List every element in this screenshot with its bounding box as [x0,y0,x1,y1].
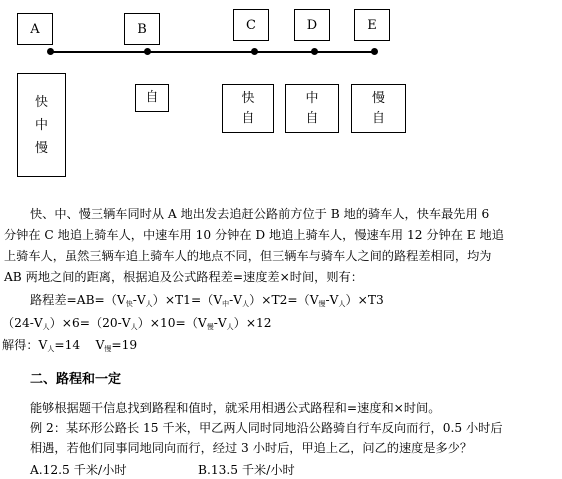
equation-line2: $(24-V_人)\times 6=(20-V_人)\times 10=(V_慢-V_人)\times 12$ [2,316,272,331]
point-e-label: E [354,9,390,41]
vehicles-box [17,73,66,177]
para1-line2: 分钟在 C 地追上骑车人，中速车用 10 分钟在 D 地追上骑车人，慢速车用 12 分钟在 E 地追 [4,228,504,242]
slow-meets-cyclist-box: 慢 自 [351,84,406,133]
point-c-dot [251,48,258,55]
point-a-dot [47,48,54,55]
road-line [50,51,374,53]
point-d-dot [311,48,318,55]
vehicle-medium: 中 [34,117,48,133]
section-title: 二、路程和一定 [30,372,122,387]
fast-meets-cyclist-box: 快 自 [222,84,274,133]
vehicle-slow: 慢 [34,140,48,156]
point-e-dot [371,48,378,55]
point-b-dot [144,48,151,55]
para1-line4: AB 两地之间的距离，根据追及公式路程差=速度差×时间，则有： [4,270,363,284]
point-d-label: D [294,9,330,41]
point-c-label: C [233,9,269,41]
example2-line1: 例 2：某环形公路长 15 千米，甲乙两人同时同地沿公路骑自行车反向而行，0.5 小时后 [30,421,503,435]
para1-line3: 上骑车人，虽然三辆车追上骑车人的地点不同，但三辆车与骑车人之间的路程差相同，均为 [4,249,492,263]
para1-line1: 快、中、慢三辆车同时从 A 地出发去追赶公路前方位于 B 地的骑车人，快车最先用 6 [30,207,490,221]
option-b: B.13.5 千米/小时 [198,463,295,477]
medium-meets-cyclist-box: 中 自 [285,84,339,133]
cyclist-at-b-box: 自 [135,84,169,112]
point-a-label: A [17,13,53,45]
solution-result: 解得：$V_人=14$ $V_慢=19$ [2,338,138,353]
equation-line1: 路程差$=AB=(V_快-V_人)\times T1=(V_中-V_人)\times T2=(V_慢-V_人)\times T3$ [30,293,384,308]
example2-line2: 相遇，若他们同事同地同向而行，经过 3 小时后，甲追上乙，问乙的速度是多少？ [30,441,473,455]
chase-diagram [0,0,562,200]
option-a: A.12.5 千米/小时 [30,463,127,477]
vehicle-fast: 快 [34,94,48,110]
point-b-label: B [124,13,160,45]
para2: 能够根据题干信息找到路程和值时，就采用相遇公式路程和=速度和×时间。 [30,401,441,415]
